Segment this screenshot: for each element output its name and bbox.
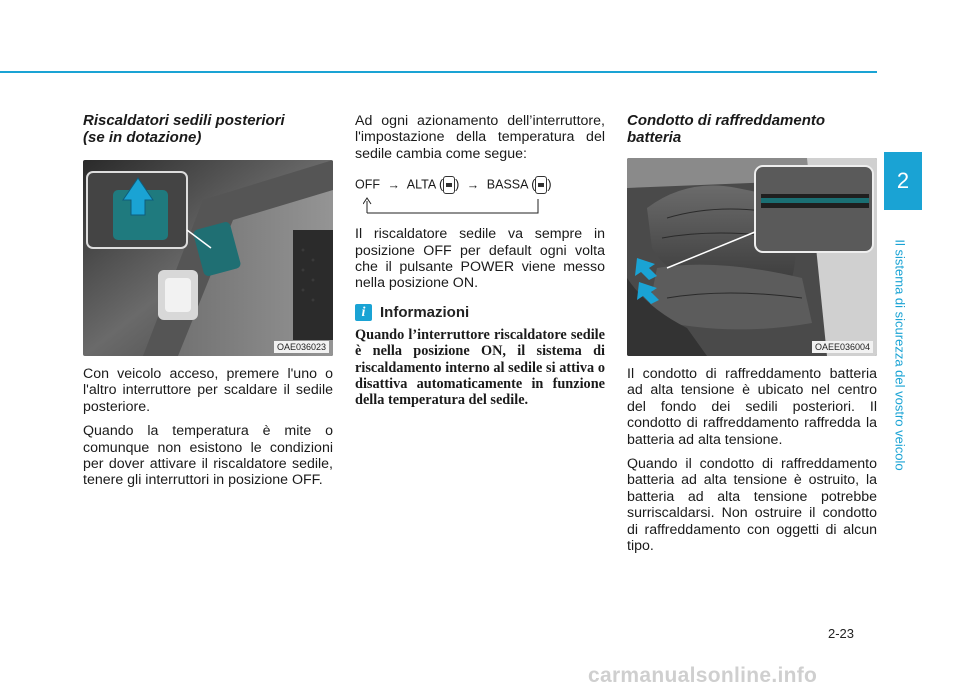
right-column [627, 112, 877, 562]
battery-cooling-duct-photo [627, 158, 877, 356]
info-body: Quando l’interruttore riscaldatore sedile è nella posizione ON, il sistema di riscaldamento interno al sedile si attiva o disattiva automaticamente in funzione della temperatura del sedile. [355, 326, 605, 409]
heat-setting-sequence: OFF → ALTA ( ) → BASSA ( ) [355, 176, 605, 216]
middle-column [355, 113, 605, 409]
paragraph: Quando la temperatura è mite o comunque non esistono le condizioni per dover attivare il riscaldatore sedile, tenere gli interruttori in posizione OFF. [83, 423, 333, 489]
paragraph: Ad ogni azionamento dell’interruttore, l'impostazione della temperatura del sedile cambia come segue: [355, 113, 605, 162]
seat-heat-high-icon [443, 176, 455, 194]
paragraph: Con veicolo acceso, premere l'uno o l'altro interruttore per scaldare il sedile posteriore. [83, 366, 333, 415]
section-heading-battery-cooling-duct: Condotto di raffreddamento batteria [627, 112, 826, 146]
page-number: 2-23 [828, 626, 855, 641]
seat-heater-switch-photo [83, 160, 333, 356]
section-heading-rear-seat-heater: Riscaldatori sedili posteriori (se in dotazione) [83, 112, 285, 146]
seat-heat-low-icon [535, 176, 547, 194]
image-code: OAEE036004 [812, 341, 873, 353]
info-icon: i [355, 304, 372, 321]
top-rule [0, 71, 877, 73]
info-title: Informazioni [380, 303, 470, 321]
info-box-header [355, 304, 605, 321]
seat-heater-switch-illustration [83, 160, 333, 356]
chapter-tab: 2 [884, 152, 922, 210]
watermark: carmanualsonline.info [588, 664, 818, 687]
paragraph: Il riscaldatore sedile va sempre in posizione OFF per default ogni volta che il pulsante POWER viene messo nella posizione ON. [355, 226, 605, 292]
left-column [83, 112, 333, 497]
arrow-right-icon: → [466, 177, 480, 192]
image-code: OAE036023 [274, 341, 329, 353]
chapter-title: Il sistema di sicurezza del vostro veicolo [892, 239, 908, 471]
arrow-right-icon: → [387, 177, 400, 192]
rear-seat-duct-illustration [627, 158, 877, 356]
paragraph: Quando il condotto di raffreddamento batteria ad alta tensione è ostruito, la batteria ad alta tensione potrebbe surriscaldarsi. Non ostruire il condotto di raffreddamento con oggetti di alcun tipo. [627, 456, 877, 555]
cycle-return-arrow-icon [363, 195, 563, 215]
paragraph: Il condotto di raffreddamento batteria ad alta tensione è ubicato nel centro del fondo dei sedili posteriori. Il condotto di raffreddamento raffredda la batteria ad alta tensione. [627, 366, 877, 448]
